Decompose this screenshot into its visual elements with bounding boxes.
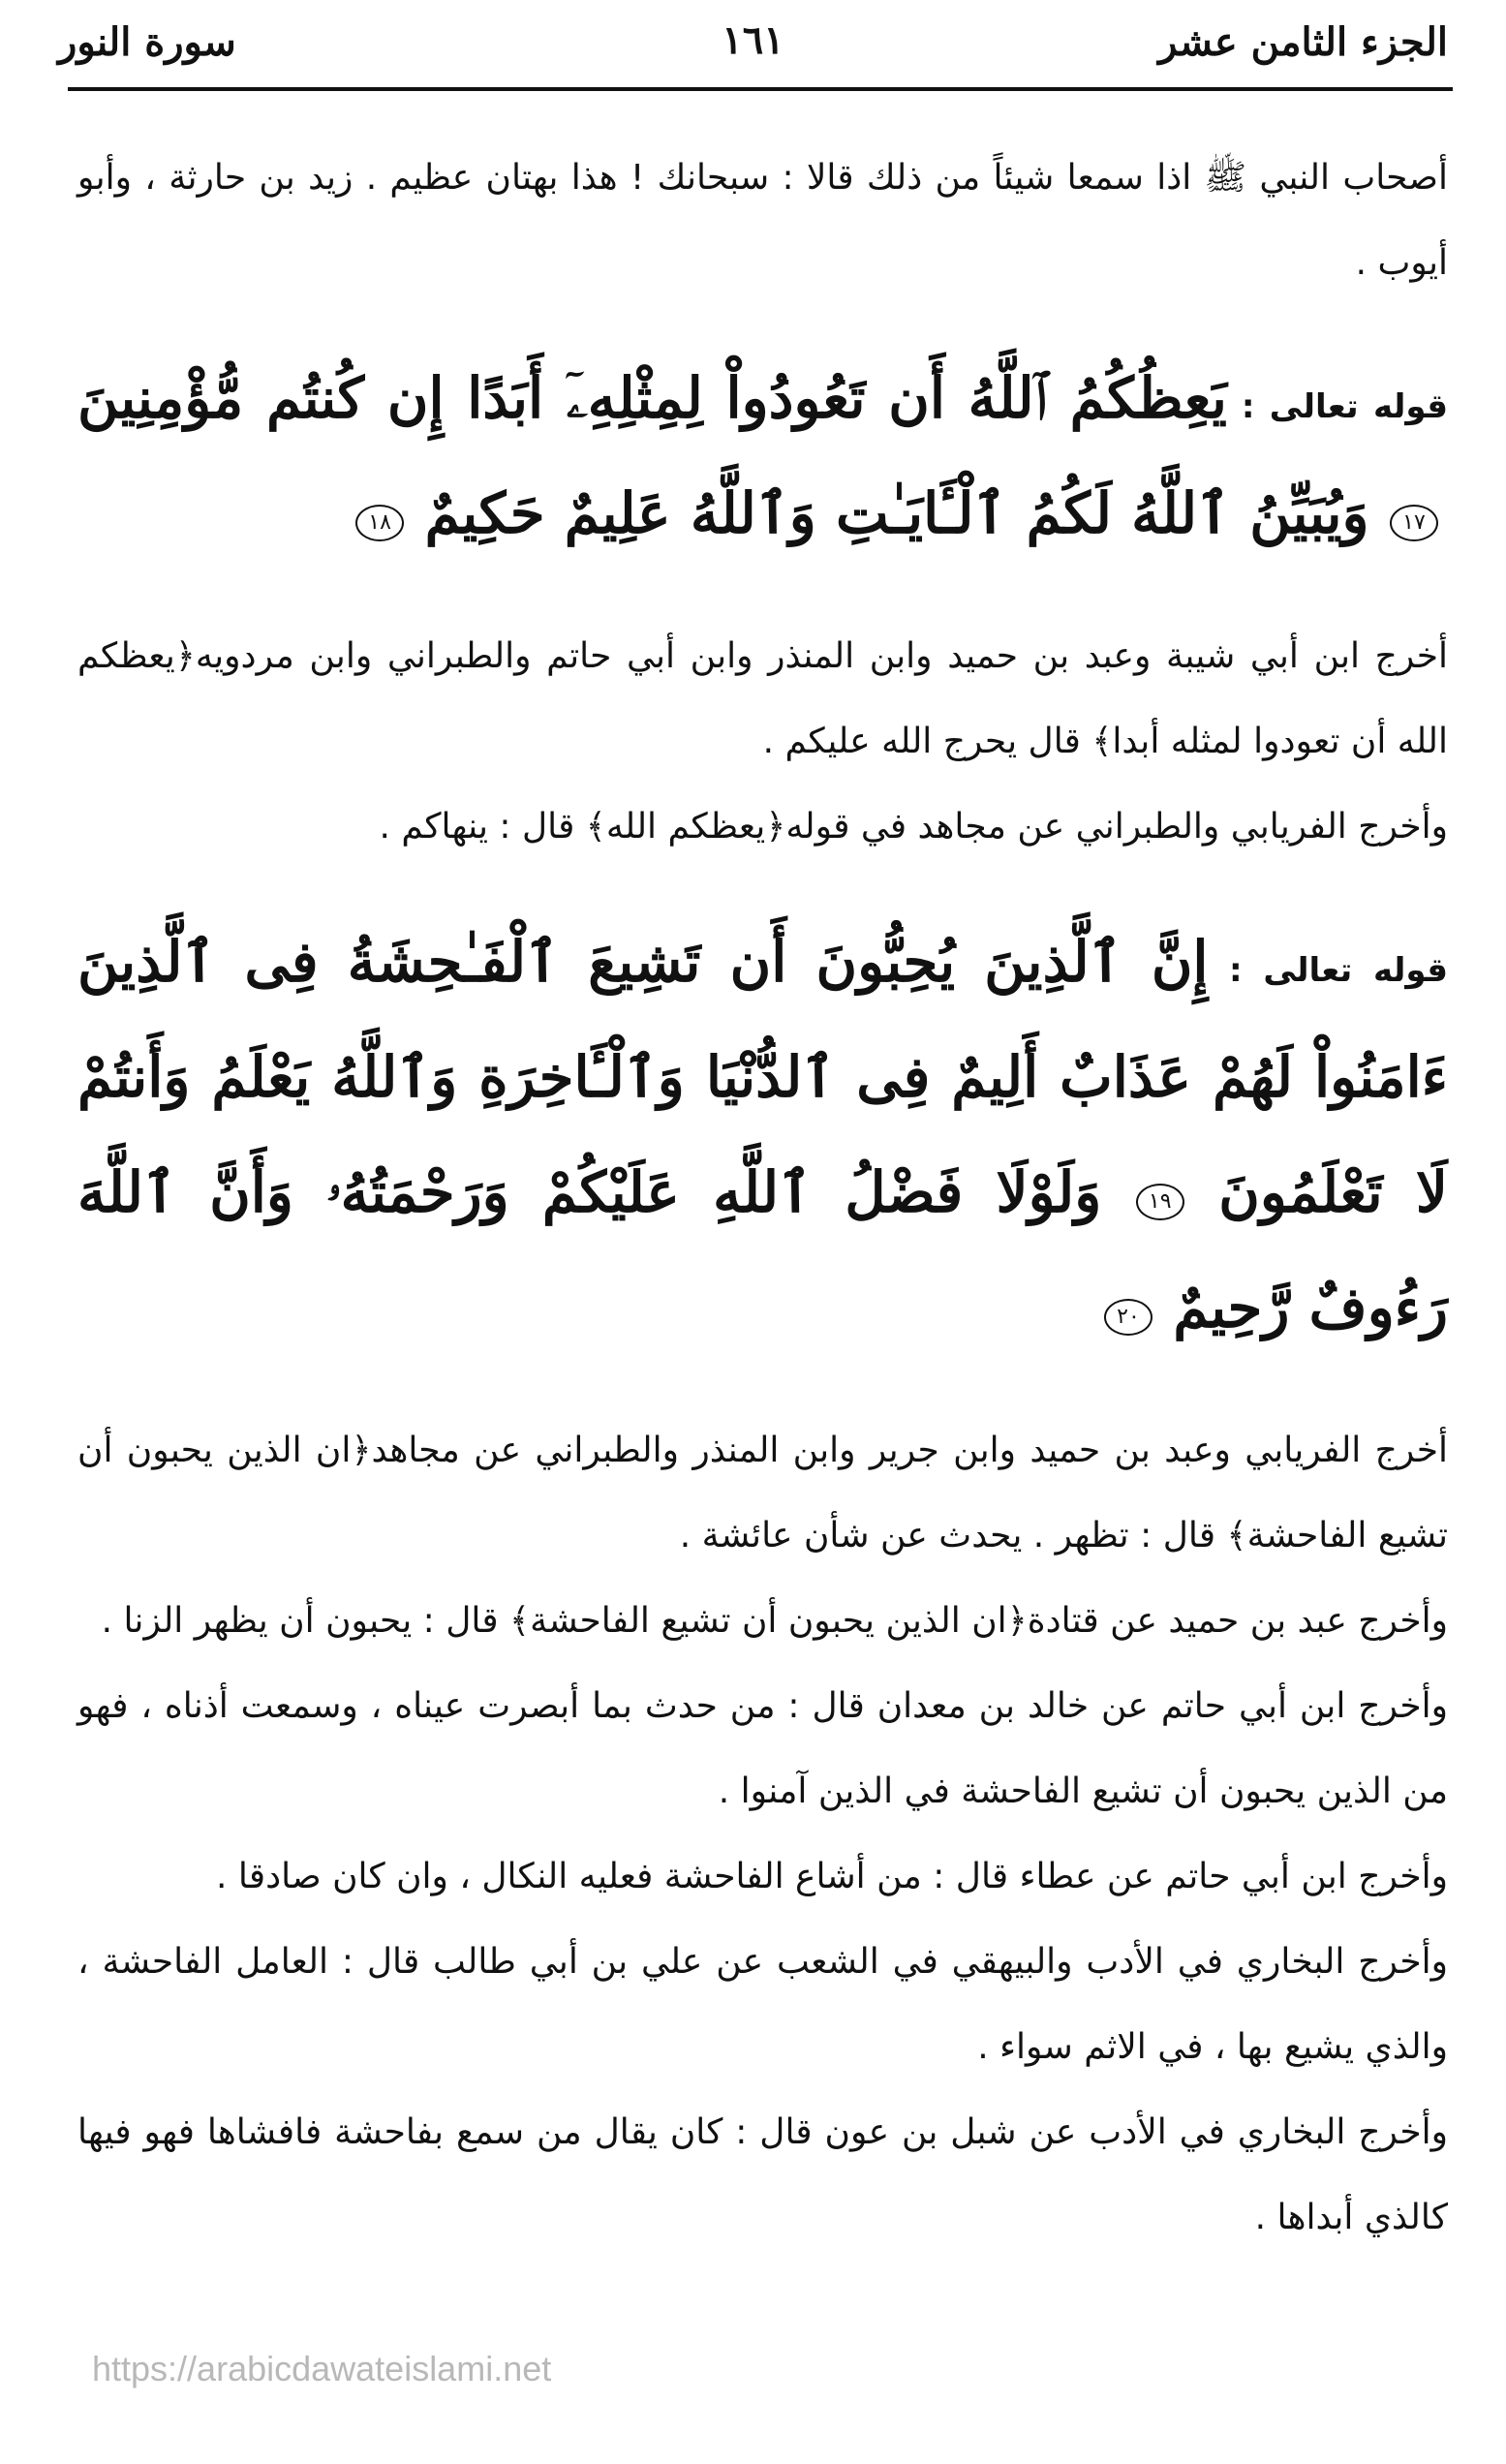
verse-text-20: وَلَوْلَا فَضْلُ ٱللَّهِ عَلَيْكُمْ وَرَحْمَتُهُۥ وَأَنَّ ٱللَّهَ رَءُوفٌ رَّحِيمٌ <box>77 1159 1448 1340</box>
page-body <box>77 136 1448 2261</box>
paragraph-4: أخرج الفريابي وعبد بن حميد وابن جرير وابن المنذر والطبراني عن مجاهد﴿ان الذين يحبون أن تشيع الفاحشة﴾ قال : تظهر . يحدث عن شأن عائشة . <box>77 1431 1448 1555</box>
verse-number-19: ١٩ <box>1136 1184 1184 1220</box>
verse-number-18: ١٨ <box>355 505 404 541</box>
paragraph-9: وأخرج البخاري في الأدب عن شبل بن عون قال : كان يقال من سمع بفاحشة فافشاها فهو فيها كالذي أبداها . <box>77 2112 1448 2237</box>
paragraph-8: وأخرج البخاري في الأدب والبيهقي في الشعب عن علي بن أبي طالب قال : العامل الفاحشة ، والذي يشيع بها ، في الاثم سواء . <box>77 1942 1448 2067</box>
page-header <box>39 10 1467 77</box>
paragraph-2: أخرج ابن أبي شيبة وعبد بن حميد وابن المنذر وابن أبي حاتم والطبراني وابن مردويه﴿يعظكم الله أن تعودوا لمثله أبدا﴾ قال يحرج الله عليكم . <box>77 636 1448 761</box>
header-divider <box>68 87 1453 91</box>
verse-intro-1: قوله تعالى : <box>1241 387 1449 426</box>
surah-title: سورة النور <box>58 19 236 65</box>
paragraph-7: وأخرج ابن أبي حاتم عن عطاء قال : من أشاع الفاحشة فعليه النكال ، وان كان صادقا . <box>216 1857 1448 1896</box>
source-watermark: https://arabicdawateislami.net <box>92 2349 552 2388</box>
juz-title: الجزء الثامن عشر <box>1158 19 1448 65</box>
paragraph-3: وأخرج الفريابي والطبراني عن مجاهد في قوله﴿يعظكم الله﴾ قال : ينهاكم . <box>379 807 1448 847</box>
paragraph-6: وأخرج ابن أبي حاتم عن خالد بن معدان قال : من حدث بما أبصرت عيناه ، وسمعت أذناه ، فهو من الذين يحبون أن تشيع الفاحشة في الذين آمنوا . <box>77 1686 1448 1811</box>
verse-block-2 <box>77 909 1448 1370</box>
verse-number-17: ١٧ <box>1390 505 1438 541</box>
verse-block-1 <box>77 345 1448 575</box>
paragraph-5: وأخرج عبد بن حميد عن قتادة﴿ان الذين يحبون أن تشيع الفاحشة﴾ قال : يحبون أن يظهر الزنا . <box>101 1601 1448 1641</box>
verse-text-18: وَيُبَيِّنُ ٱللَّهُ لَكُمُ ٱلْـَٔايَـٰتِ وَٱللَّهُ عَلِيمٌ حَكِيمٌ <box>424 480 1369 546</box>
verse-number-20: ٢٠ <box>1104 1299 1153 1336</box>
verse-text-17: يَعِظُكُمُ ٱللَّهُ أَن تَعُودُواْ لِمِثْلِهِۦٓ أَبَدًا إِن كُنتُم مُّؤْمِنِينَ <box>77 365 1227 431</box>
verse-text-19: إِنَّ ٱلَّذِينَ يُحِبُّونَ أَن تَشِيعَ ٱلْفَـٰحِشَةُ فِى ٱلَّذِينَ ءَامَنُواْ لَهُمْ عَذَابٌ أَلِيمٌ فِى ٱلدُّنْيَا وَٱلْـَٔاخِرَةِ وَٱللَّهُ يَعْلَمُ وَأَنتُمْ لَا تَعْلَمُونَ <box>77 929 1449 1225</box>
paragraph-1: أصحاب النبي ﷺ اذا سمعا شيئاً من ذلك قالا : سبحانك ! هذا بهتان عظيم . زيد بن حارثة ، وأبو أيوب . <box>77 158 1448 283</box>
page-number: ١٦١ <box>722 17 784 63</box>
verse-intro-2: قوله تعالى : <box>1228 951 1449 990</box>
